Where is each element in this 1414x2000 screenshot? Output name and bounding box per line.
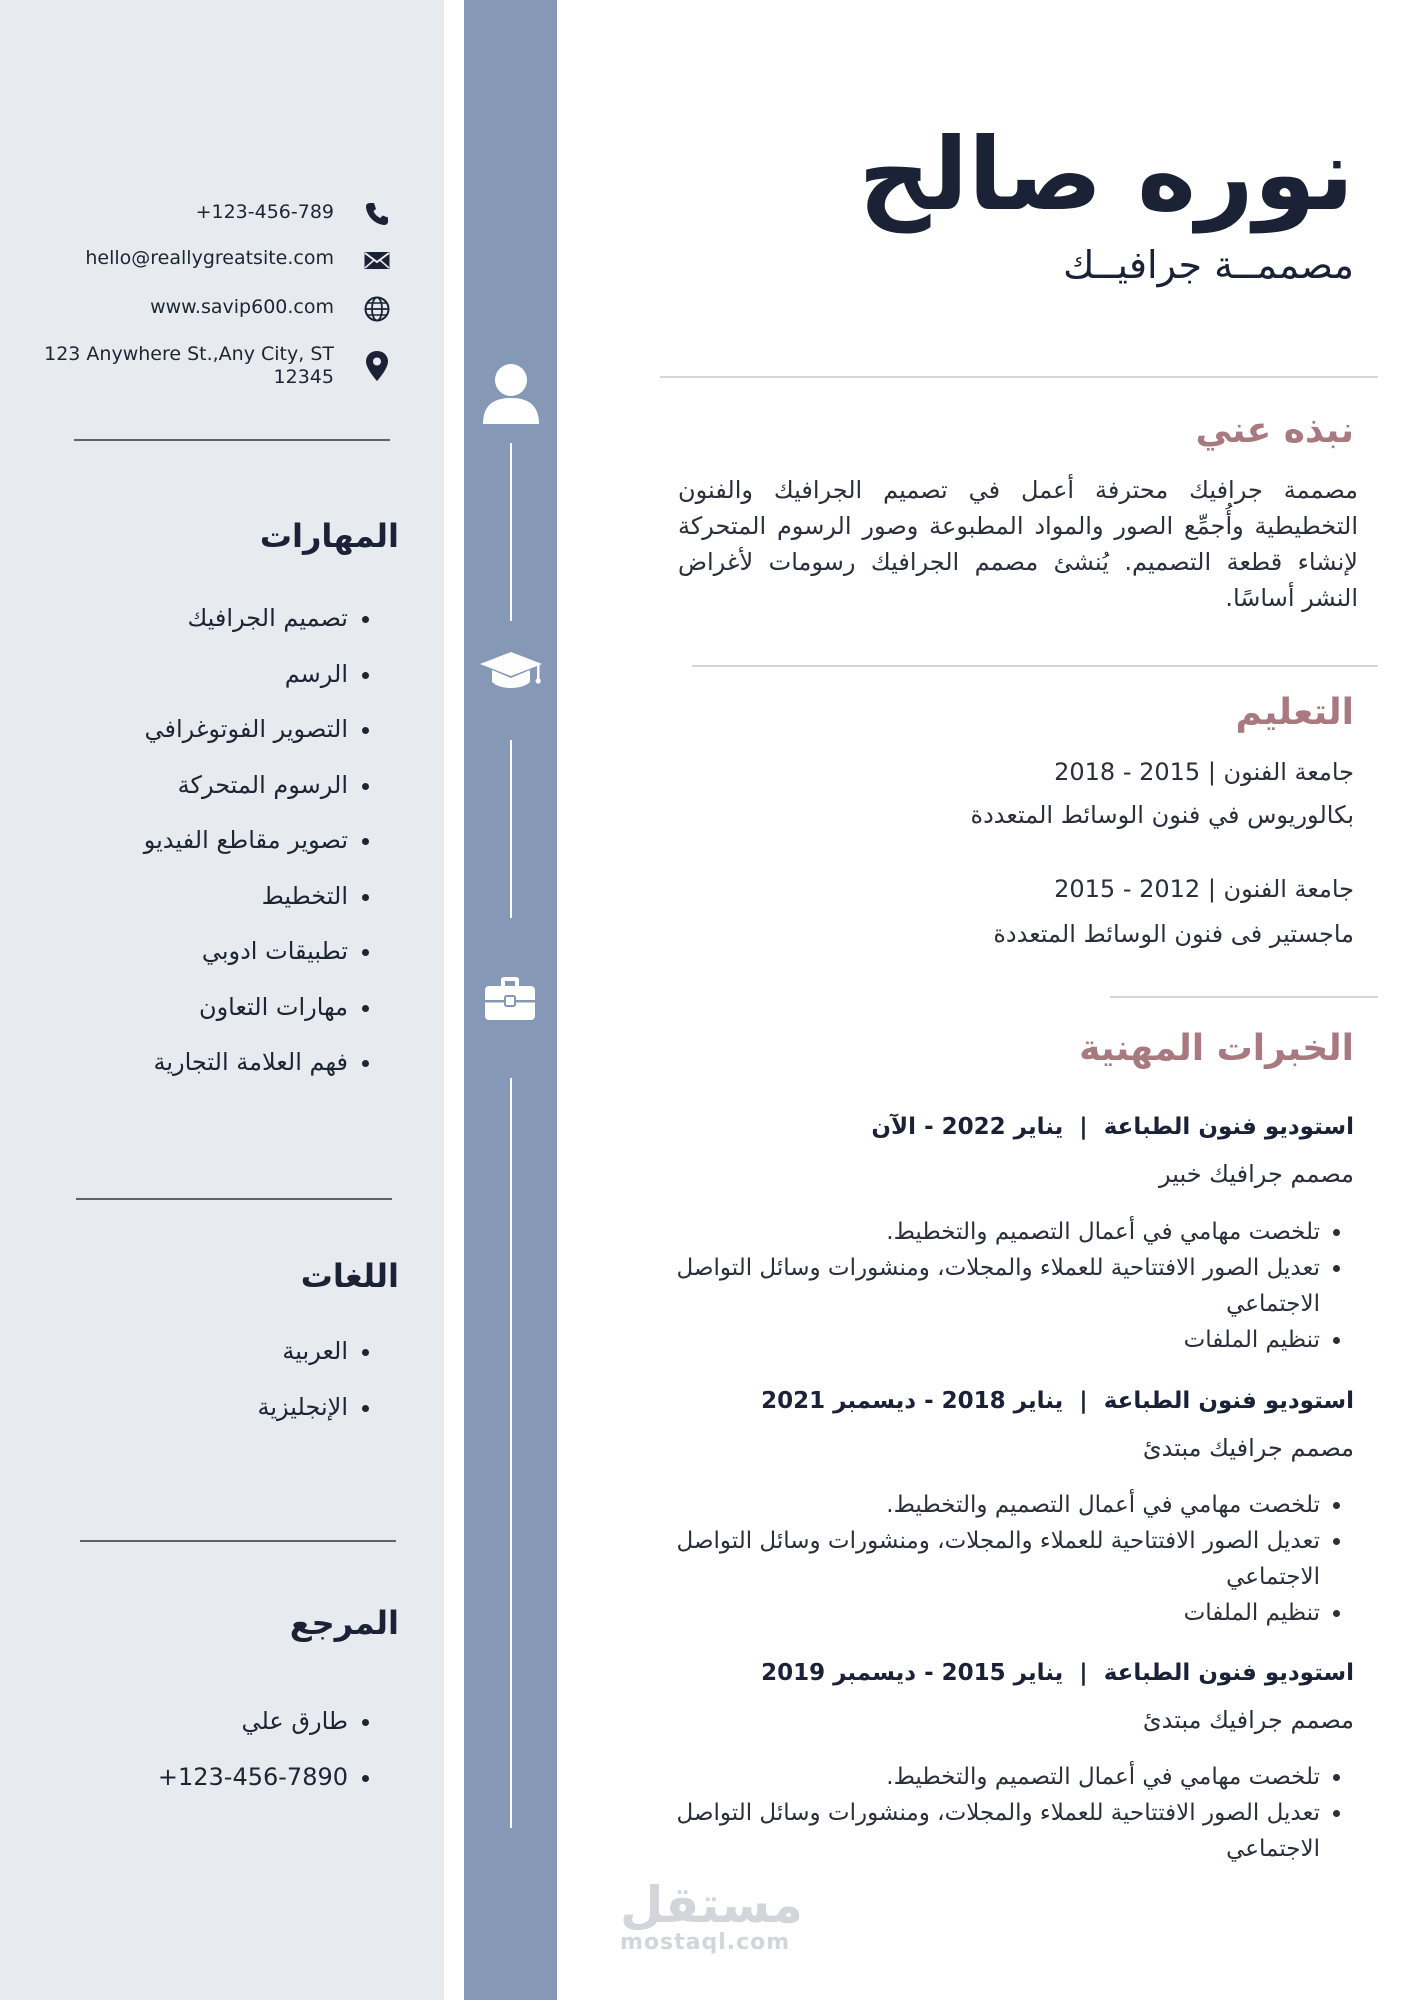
address-line: 123 Anywhere St.,Any City, ST bbox=[44, 343, 334, 365]
job-period: يناير 2015 - ديسمبر 2019 bbox=[761, 1660, 1064, 1686]
list-item: • تلخصت مهامي في أعمال التصميم والتخطيط. bbox=[640, 1214, 1320, 1250]
contact-website[interactable]: www.savip600.com bbox=[150, 296, 334, 318]
strip-line bbox=[510, 443, 512, 621]
skill-item: • التصوير الفوتوغرافي bbox=[144, 714, 348, 770]
job-title: مصممــة جرافيــك bbox=[1063, 243, 1354, 287]
center-icon-strip bbox=[464, 0, 557, 2000]
skill-item: • مهارات التعاون bbox=[144, 992, 348, 1048]
watermark-arabic: مستقل bbox=[620, 1876, 803, 1934]
divider bbox=[80, 1540, 396, 1542]
list-item: • تلخصت مهامي في أعمال التصميم والتخطيط. bbox=[640, 1759, 1320, 1795]
job-tasks-list bbox=[640, 1487, 1354, 1631]
skills-heading: المهارات bbox=[259, 517, 399, 555]
job-heading: استوديو فنون الطباعة | يناير 2015 - ديسمبر 2019 bbox=[761, 1660, 1354, 1686]
job-period: يناير 2018 - ديسمبر 2021 bbox=[761, 1388, 1064, 1414]
person-name: نوره صالح bbox=[858, 116, 1354, 233]
list-item: • تنظيم الملفات bbox=[640, 1595, 1320, 1631]
graduation-cap-icon bbox=[478, 650, 544, 692]
watermark bbox=[620, 1876, 803, 1955]
skill-item: • تصوير مقاطع الفيديو bbox=[144, 825, 348, 881]
reference-item: • طارق علي bbox=[158, 1706, 348, 1762]
skill-item: • الرسوم المتحركة bbox=[144, 770, 348, 826]
list-item: • تلخصت مهامي في أعمال التصميم والتخطيط. bbox=[640, 1487, 1320, 1523]
job-company: استوديو فنون الطباعة bbox=[1103, 1660, 1354, 1686]
divider bbox=[1110, 996, 1378, 998]
strip-line bbox=[510, 1078, 512, 1828]
job-tasks-list bbox=[640, 1759, 1354, 1867]
education-heading: التعليم bbox=[1235, 692, 1354, 733]
job-company: استوديو فنون الطباعة bbox=[1103, 1388, 1354, 1414]
location-icon bbox=[363, 350, 391, 382]
email-icon bbox=[363, 246, 391, 274]
job-role: مصمم جرافيك خبير bbox=[1158, 1160, 1354, 1188]
divider bbox=[76, 1198, 392, 1200]
contact-address bbox=[44, 343, 334, 389]
job-heading: استوديو فنون الطباعة | يناير 2018 - ديسمبر 2021 bbox=[761, 1388, 1354, 1414]
divider bbox=[660, 376, 1378, 378]
list-item: • تعديل الصور الافتتاحية للعملاء والمجلات، ومنشورات وسائل التواصل الاجتماعي bbox=[640, 1523, 1320, 1595]
globe-icon bbox=[363, 295, 391, 323]
briefcase-icon bbox=[484, 976, 536, 1022]
skill-item: • الرسم bbox=[144, 659, 348, 715]
list-item: • تنظيم الملفات bbox=[640, 1322, 1320, 1358]
divider bbox=[692, 665, 1378, 667]
list-item: • تعديل الصور الافتتاحية للعملاء والمجلات، ومنشورات وسائل التواصل الاجتماعي bbox=[640, 1250, 1320, 1322]
education-school: جامعة الفنون | 2012 - 2015 bbox=[1054, 875, 1354, 903]
languages-list bbox=[257, 1336, 368, 1447]
reference-list bbox=[158, 1706, 368, 1817]
address-line: 12345 bbox=[273, 366, 334, 388]
user-icon bbox=[481, 362, 541, 424]
languages-heading: اللغات bbox=[300, 1257, 399, 1295]
skill-item: • تطبيقات ادوبي bbox=[144, 936, 348, 992]
contact-email[interactable]: hello@reallygreatsite.com bbox=[85, 247, 334, 269]
skill-item: • التخطيط bbox=[144, 881, 348, 937]
job-period: يناير 2022 - الآن bbox=[871, 1114, 1064, 1140]
strip-line bbox=[510, 740, 512, 918]
reference-heading: المرجع bbox=[289, 1604, 399, 1642]
skills-list bbox=[144, 603, 368, 1103]
skill-item: • تصميم الجرافيك bbox=[144, 603, 348, 659]
about-heading: نبذه عني bbox=[1195, 410, 1354, 451]
contact-phone[interactable]: +123-456-789 bbox=[195, 201, 334, 223]
about-text: مصممة جرافيك محترفة أعمل في تصميم الجرافيك والفنون التخطيطية وأُجمِّع الصور والمواد المطبوعة وصور الرسوم المتحركة لإنشاء قطعة التصميم. يُنشئ مصمم الجرافيك رسومات لأغراض النشر أساسًا. bbox=[678, 476, 1358, 612]
skill-item: • فهم العلامة التجارية bbox=[144, 1047, 348, 1103]
job-tasks-list bbox=[640, 1214, 1354, 1358]
job-role: مصمم جرافيك مبتدئ bbox=[1142, 1706, 1354, 1734]
language-item: • العربية bbox=[257, 1336, 348, 1392]
experience-heading: الخبرات المهنية bbox=[1079, 1028, 1354, 1069]
education-school: جامعة الفنون | 2015 - 2018 bbox=[1054, 758, 1354, 786]
language-item: • الإنجليزية bbox=[257, 1392, 348, 1448]
divider bbox=[74, 439, 390, 441]
reference-item: • 123-456-7890+ bbox=[158, 1762, 348, 1818]
education-degree: بكالوريوس في فنون الوسائط المتعددة bbox=[970, 801, 1354, 829]
phone-icon bbox=[363, 200, 391, 228]
job-heading: استوديو فنون الطباعة | يناير 2022 - الآن bbox=[871, 1114, 1354, 1140]
watermark-latin: mostaql.com bbox=[620, 1930, 791, 1955]
job-company: استوديو فنون الطباعة bbox=[1103, 1114, 1354, 1140]
list-item: • تعديل الصور الافتتاحية للعملاء والمجلات، ومنشورات وسائل التواصل الاجتماعي bbox=[640, 1795, 1320, 1867]
education-degree: ماجستير فى فنون الوسائط المتعددة bbox=[993, 920, 1354, 948]
job-role: مصمم جرافيك مبتدئ bbox=[1142, 1434, 1354, 1462]
